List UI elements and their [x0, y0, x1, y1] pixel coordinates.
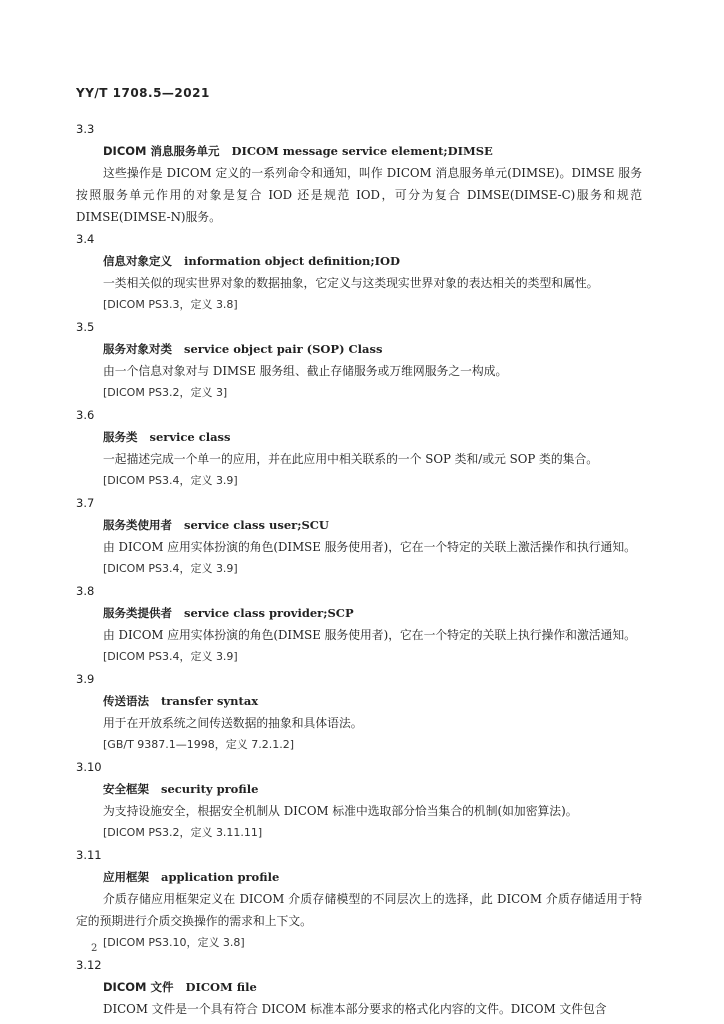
- term-chinese: 服务类使用者: [103, 518, 172, 532]
- clause-number: 3.11: [76, 848, 102, 862]
- definition-text: 用于在开放系统之间传送数据的抽象和具体语法。: [103, 716, 363, 730]
- term-english: service class: [149, 430, 231, 444]
- source-reference: [GB/T 9387.1—1998，定义 7.2.1.2]: [103, 738, 295, 751]
- term-chinese: 安全框架: [103, 782, 149, 796]
- clause-number: 3.8: [76, 584, 95, 598]
- term-heading: [76, 514, 642, 536]
- standard-number-header: YY/T 1708.5—2021: [76, 86, 210, 100]
- term-chinese: 信息对象定义: [103, 254, 172, 268]
- definition-text: 由一个信息对象对与 DIMSE 服务组、截止存储服务或万维网服务之一构成。: [103, 364, 508, 378]
- term-heading: [76, 338, 642, 360]
- clause-3-3: [76, 118, 642, 228]
- source-reference: [DICOM PS3.2，定义 3]: [103, 386, 228, 399]
- term-chinese: 服务类: [103, 430, 138, 444]
- clause-3-7: [76, 492, 642, 580]
- page-number: 2: [91, 943, 98, 954]
- clause-3-9: [76, 668, 642, 756]
- clause-number: 3.10: [76, 760, 102, 774]
- term-chinese: DICOM 消息服务单元: [103, 144, 220, 158]
- definition-text: 这些操作是 DICOM 定义的一系列命令和通知，叫作 DICOM 消息服务单元(DIMSE)。DIMSE 服务按照服务单元作用的对象是复合 IOD 还是规范 IOD，可分为复合 DIMSE(DIMSE-C)服务和规范 DIMSE(DIMSE-N)服务。: [76, 166, 642, 224]
- source-reference: [DICOM PS3.3，定义 3.8]: [103, 298, 238, 311]
- term-english: information object definition;IOD: [184, 254, 401, 268]
- term-heading: [76, 140, 642, 162]
- term-heading: [76, 426, 642, 448]
- term-heading: [76, 778, 642, 800]
- definition-text: 介质存储应用框架定义在 DICOM 介质存储模型的不同层次上的选择，此 DICOM 介质存储适用于特定的预期进行介质交换操作的需求和上下文。: [76, 892, 642, 928]
- term-english: service class provider;SCP: [184, 606, 354, 620]
- definition-text: 一起描述完成一个单一的应用，并在此应用中相关联系的一个 SOP 类和/或元 SOP 类的集合。: [103, 452, 599, 466]
- clause-3-12: [76, 954, 642, 1020]
- clause-number: 3.3: [76, 122, 95, 136]
- definition-text: 由 DICOM 应用实体扮演的角色(DIMSE 服务使用者)，它在一个特定的关联上激活操作和执行通知。: [103, 540, 636, 554]
- term-english: DICOM file: [185, 980, 257, 994]
- clause-3-4: [76, 228, 642, 316]
- clause-number: 3.5: [76, 320, 95, 334]
- source-reference: [DICOM PS3.10，定义 3.8]: [103, 936, 245, 949]
- clause-number: 3.6: [76, 408, 95, 422]
- term-english: transfer syntax: [161, 694, 259, 708]
- clause-number: 3.4: [76, 232, 95, 246]
- definition-text: 由 DICOM 应用实体扮演的角色(DIMSE 服务使用者)，它在一个特定的关联上执行操作和激活通知。: [103, 628, 636, 642]
- clause-3-5: [76, 316, 642, 404]
- term-heading: [76, 866, 642, 888]
- source-reference: [DICOM PS3.4，定义 3.9]: [103, 650, 238, 663]
- clause-number: 3.12: [76, 958, 102, 972]
- clause-number: 3.9: [76, 672, 95, 686]
- term-english: application profile: [161, 870, 280, 884]
- term-english: DICOM message service element;DIMSE: [231, 144, 493, 158]
- term-chinese: DICOM 文件: [103, 980, 174, 994]
- clause-3-8: [76, 580, 642, 668]
- term-heading: [76, 976, 642, 998]
- term-heading: [76, 602, 642, 624]
- term-english: service class user;SCU: [184, 518, 329, 532]
- clause-3-10: [76, 756, 642, 844]
- definition-text: 为支持设施安全，根据安全机制从 DICOM 标准中选取部分恰当集合的机制(如加密算法)。: [103, 804, 578, 818]
- source-reference: [DICOM PS3.4，定义 3.9]: [103, 562, 238, 575]
- term-english: security profile: [161, 782, 259, 796]
- clause-3-6: [76, 404, 642, 492]
- clause-3-11: [76, 844, 642, 954]
- source-reference: [DICOM PS3.2，定义 3.11.11]: [103, 826, 263, 839]
- clause-number: 3.7: [76, 496, 95, 510]
- source-reference: [DICOM PS3.4，定义 3.9]: [103, 474, 238, 487]
- term-chinese: 传送语法: [103, 694, 149, 708]
- term-heading: [76, 690, 642, 712]
- term-english: service object pair (SOP) Class: [184, 342, 383, 356]
- definition-text: 一类相关似的现实世界对象的数据抽象，它定义与这类现实世界对象的表达相关的类型和属性。: [103, 276, 599, 290]
- term-heading: [76, 250, 642, 272]
- terms-and-definitions-section: [76, 118, 642, 1020]
- term-chinese: 服务类提供者: [103, 606, 172, 620]
- term-chinese: 应用框架: [103, 870, 149, 884]
- definition-text: DICOM 文件是一个具有符合 DICOM 标准本部分要求的格式化内容的文件。DICOM 文件包含: [103, 1002, 607, 1016]
- term-chinese: 服务对象对类: [103, 342, 172, 356]
